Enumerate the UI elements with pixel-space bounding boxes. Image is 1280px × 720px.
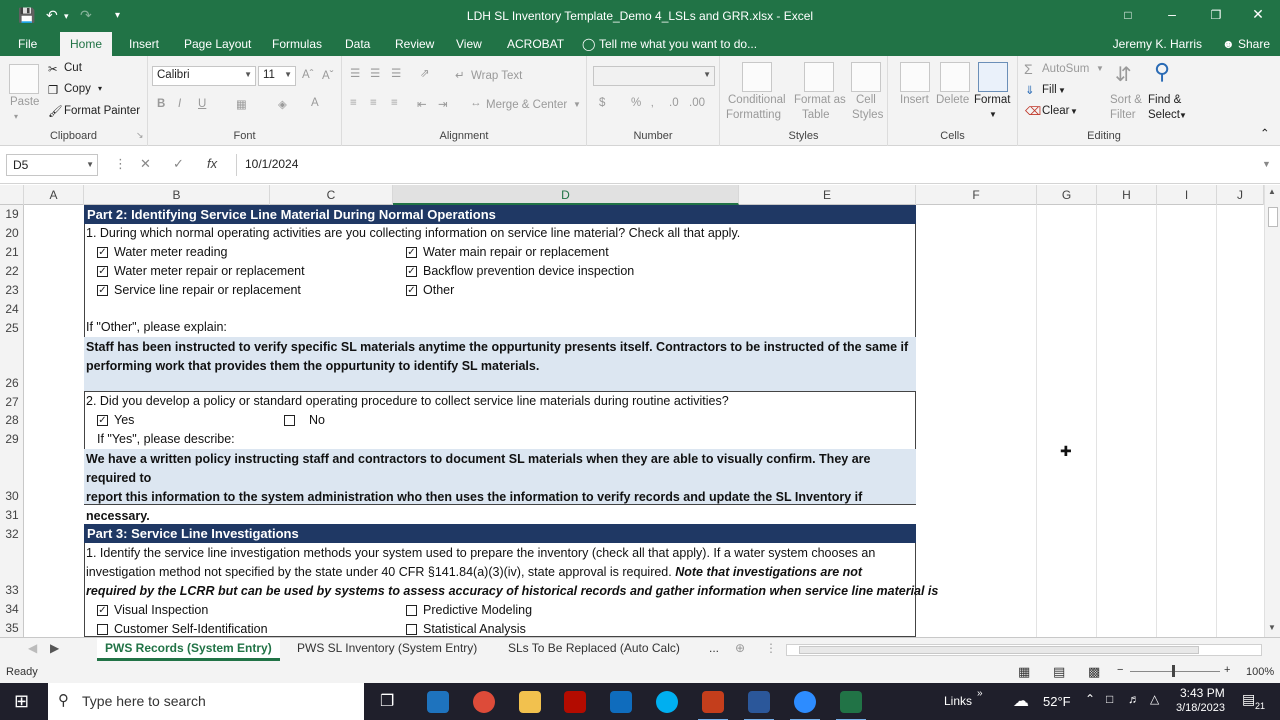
part3-header[interactable]: Part 3: Service Line Investigations bbox=[84, 524, 916, 543]
redo-icon: ↷ bbox=[80, 7, 92, 23]
clipboard-group bbox=[0, 56, 148, 146]
alignment-label: Alignment bbox=[439, 130, 489, 142]
cells-label: Cells bbox=[940, 130, 965, 142]
weather-temperature[interactable]: 52°F bbox=[1043, 694, 1071, 709]
row-header[interactable]: 28 bbox=[5, 413, 19, 427]
format-cells-icon bbox=[978, 62, 1008, 92]
links-toolbar[interactable]: Links bbox=[944, 694, 973, 708]
sigma-icon: Σ bbox=[1024, 61, 1033, 77]
row-headers bbox=[0, 205, 24, 637]
ribbon-tabs bbox=[0, 32, 1280, 56]
person-icon: ☻ bbox=[1221, 37, 1235, 51]
vertical-scrollbar[interactable] bbox=[1264, 185, 1280, 637]
option-label: Service line repair or replacement bbox=[114, 283, 301, 297]
add-sheet-icon[interactable]: ⊕ bbox=[735, 641, 746, 655]
chevron-down-icon: ▼ bbox=[86, 160, 94, 169]
normal-view-icon[interactable]: ▦ bbox=[1018, 664, 1031, 679]
format-as-table-button: Format as bbox=[794, 94, 846, 106]
windows-start-icon[interactable]: ⊞ bbox=[14, 691, 30, 711]
option-label: Other bbox=[423, 283, 455, 297]
fill-color-icon: ◈ bbox=[278, 99, 287, 111]
chevron-down-icon: ▼ bbox=[1070, 107, 1078, 116]
row-header[interactable]: 34 bbox=[5, 602, 19, 616]
acrobat-icon[interactable] bbox=[564, 691, 586, 713]
notifications-icon[interactable]: ▤ bbox=[1242, 691, 1256, 707]
italic-icon: I bbox=[178, 98, 182, 110]
word-icon[interactable] bbox=[748, 691, 770, 713]
clear-button[interactable]: Clear bbox=[1042, 105, 1070, 117]
align-top-icon: ☰ bbox=[350, 68, 361, 80]
file-explorer-icon[interactable] bbox=[519, 691, 541, 713]
tab-data[interactable]: Data bbox=[345, 37, 371, 51]
eraser-icon: ⌫ bbox=[1025, 106, 1042, 118]
chevron-down-icon: ▼ bbox=[284, 70, 292, 79]
links-expand-icon[interactable]: » bbox=[977, 688, 983, 699]
edge-icon[interactable] bbox=[427, 691, 449, 713]
excel-icon[interactable] bbox=[840, 691, 862, 713]
tab-home[interactable]: Home bbox=[60, 32, 112, 56]
decrease-font-icon: Aˇ bbox=[322, 70, 334, 82]
formula-input[interactable]: 10/1/2024 bbox=[236, 154, 1266, 176]
zoom-slider[interactable] bbox=[1130, 671, 1220, 672]
ribbon-display-options-icon[interactable]: □ bbox=[1124, 8, 1132, 22]
column-header-a[interactable]: A bbox=[24, 185, 84, 205]
editing-group bbox=[1018, 56, 1190, 146]
scroll-thumb[interactable] bbox=[1268, 207, 1278, 227]
sheet-tab-bar bbox=[0, 637, 1280, 661]
format-painter-button[interactable]: Format Painter bbox=[64, 105, 141, 117]
option-label: Backflow prevention device inspection bbox=[423, 264, 635, 278]
zoom-icon[interactable] bbox=[794, 691, 816, 713]
tell-me-search[interactable]: Tell me what you want to do... bbox=[599, 37, 758, 51]
row-header[interactable]: 21 bbox=[5, 245, 19, 259]
wifi-icon[interactable]: △ bbox=[1150, 692, 1160, 706]
wrap-text-button: Wrap Text bbox=[471, 70, 523, 82]
font-name-value: Calibri bbox=[157, 69, 190, 81]
policy-answer-line: We have a written policy instructing staff and contractors to document SL materials when they are able to visually confirm. They are required to bbox=[86, 452, 871, 485]
insert-function-icon[interactable]: fx bbox=[207, 156, 218, 171]
cancel-icon: ✕ bbox=[140, 156, 151, 171]
sort-filter-button: Sort & bbox=[1110, 94, 1142, 106]
network-icon[interactable]: □ bbox=[1106, 692, 1114, 706]
currency-icon: $ bbox=[599, 97, 606, 109]
ribbon bbox=[0, 56, 1280, 146]
question-3-line[interactable]: required by the LCRR but can be used by systems to assess accuracy of historical records and gather information when service line material is bbox=[86, 584, 939, 598]
zoom-in-icon[interactable]: + bbox=[1224, 664, 1231, 676]
next-sheet-icon[interactable]: ▶ bbox=[50, 641, 60, 655]
column-header-i[interactable]: I bbox=[1157, 185, 1217, 205]
paste-dropdown-icon: ▾ bbox=[14, 112, 19, 121]
font-color-icon: A bbox=[311, 97, 319, 109]
orientation-icon: ⇗ bbox=[420, 68, 430, 80]
share-button[interactable] bbox=[1222, 37, 1270, 51]
chevron-down-icon: ▼ bbox=[1058, 86, 1066, 95]
policy-description-cell[interactable] bbox=[84, 449, 916, 523]
hidden-icons-chevron-icon[interactable]: ⌃ bbox=[1085, 692, 1096, 706]
chevron-down-icon: ▼ bbox=[989, 110, 997, 119]
customize-qat-icon[interactable]: ▾ bbox=[115, 10, 121, 21]
checkbox-service-line-repair[interactable]: ✓ bbox=[98, 285, 107, 296]
checkbox-other[interactable]: ✓ bbox=[407, 285, 416, 296]
zoom-level[interactable]: 100% bbox=[1246, 666, 1275, 678]
gridline bbox=[1156, 205, 1157, 637]
skype-icon[interactable] bbox=[656, 691, 678, 713]
page-layout-view-icon[interactable]: ▤ bbox=[1053, 664, 1066, 679]
option-label: Predictive Modeling bbox=[423, 603, 533, 617]
gridline bbox=[1036, 205, 1037, 637]
zoom-slider-thumb[interactable] bbox=[1172, 665, 1175, 677]
paintbrush-icon: 🖌 bbox=[48, 106, 63, 118]
option-label: Statistical Analysis bbox=[423, 622, 526, 636]
tab-acrobat[interactable]: ACROBAT bbox=[507, 37, 565, 51]
font-size-value: 11 bbox=[263, 69, 275, 81]
increase-indent-icon: ⇥ bbox=[438, 99, 448, 111]
chevron-down-icon: ▼ bbox=[1096, 64, 1104, 73]
scroll-up-icon[interactable]: ▲ bbox=[1268, 187, 1276, 196]
checkbox-backflow-inspection[interactable]: ✓ bbox=[407, 266, 416, 277]
zoom-out-icon[interactable]: − bbox=[1117, 664, 1124, 676]
cut-button[interactable]: Cut bbox=[64, 62, 82, 74]
speaker-icon[interactable]: ♬ bbox=[1128, 692, 1140, 706]
more-sheets-button[interactable]: ... bbox=[709, 641, 720, 655]
underline-icon: U bbox=[198, 98, 207, 110]
number-group bbox=[587, 56, 720, 146]
find-select-button[interactable]: Find & bbox=[1148, 94, 1182, 106]
name-box[interactable] bbox=[6, 154, 98, 176]
tab-page-layout[interactable]: Page Layout bbox=[184, 37, 252, 51]
tab-review[interactable]: Review bbox=[395, 37, 435, 51]
find-select-label2[interactable]: Select bbox=[1148, 109, 1180, 121]
font-name-select[interactable] bbox=[152, 66, 256, 86]
title-bar bbox=[0, 0, 1280, 32]
cloud-icon: ☁ bbox=[1013, 693, 1029, 710]
status-bar bbox=[0, 661, 1280, 683]
conditional-formatting-icon bbox=[742, 62, 772, 92]
merge-icon: ↔ bbox=[470, 97, 482, 109]
percent-icon: % bbox=[631, 97, 642, 109]
column-headers bbox=[0, 185, 1264, 205]
row-header[interactable]: 30 bbox=[5, 489, 19, 503]
borders-icon: ▦ bbox=[236, 99, 247, 111]
other-answer-line: Staff has been instructed to verify specific SL materials anytime the oppurtunity presents itself. Contractors to be instructed of the same if bbox=[86, 340, 909, 354]
status-text: Ready bbox=[6, 666, 38, 678]
taskbar-search-box[interactable] bbox=[48, 683, 364, 720]
tab-insert[interactable]: Insert bbox=[129, 37, 160, 51]
fill-down-icon: ⇓ bbox=[1025, 85, 1035, 97]
lightbulb-icon: ◯ bbox=[582, 37, 596, 51]
option-label: Water meter repair or replacement bbox=[114, 264, 305, 278]
merge-center-button: Merge & Center bbox=[486, 99, 568, 111]
powerpoint-icon[interactable] bbox=[702, 691, 724, 713]
chevron-down-icon: ▼ bbox=[573, 100, 581, 109]
other-prompt: If "Other", please explain: bbox=[86, 320, 227, 334]
notifications-count: 21 bbox=[1255, 701, 1266, 711]
checkbox-water-meter-reading[interactable]: ✓ bbox=[98, 247, 107, 258]
sort-filter-label2: Filter bbox=[1110, 109, 1136, 121]
question-3-line[interactable]: 1. Identify the service line investigation methods your system used to prepare the inventory (check all that apply). If a water system chooses an bbox=[86, 546, 876, 560]
page-break-view-icon[interactable]: ▩ bbox=[1088, 664, 1101, 679]
row-header[interactable]: 29 bbox=[5, 432, 19, 446]
styles-group bbox=[720, 56, 888, 146]
column-header-j[interactable]: J bbox=[1217, 185, 1264, 205]
sheet-tab-pws-records[interactable]: PWS Records (System Entry) bbox=[97, 638, 280, 661]
row-header[interactable]: 32 bbox=[5, 527, 19, 541]
row-header[interactable]: 26 bbox=[5, 376, 19, 390]
dialog-launcher-icon[interactable]: ↘ bbox=[136, 130, 144, 140]
cell-cursor-icon: ✚ bbox=[1060, 443, 1072, 459]
user-name[interactable]: Jeremy K. Harris bbox=[1112, 37, 1202, 51]
checkbox-statistical-analysis[interactable] bbox=[406, 624, 417, 635]
wrap-text-icon: ↵ bbox=[455, 70, 465, 82]
splitter-icon[interactable]: ⋮ bbox=[765, 641, 777, 655]
align-bottom-icon: ☰ bbox=[391, 68, 402, 80]
number-format-select bbox=[593, 66, 715, 86]
column-header-b[interactable]: B bbox=[84, 185, 270, 205]
row-header[interactable]: 35 bbox=[5, 621, 19, 635]
save-icon[interactable]: 💾 bbox=[18, 7, 36, 23]
row-header[interactable]: 19 bbox=[5, 207, 19, 221]
alignment-group bbox=[342, 56, 587, 146]
cell-styles-icon bbox=[851, 62, 881, 92]
checkbox-water-main-repair[interactable]: ✓ bbox=[407, 247, 416, 258]
gridline bbox=[1216, 205, 1217, 637]
clock-time[interactable]: 3:43 PM bbox=[1180, 686, 1225, 700]
row-header[interactable]: 22 bbox=[5, 264, 19, 278]
row-header[interactable]: 31 bbox=[5, 508, 19, 522]
column-header-e[interactable]: E bbox=[739, 185, 916, 205]
checkbox-water-meter-repair[interactable]: ✓ bbox=[98, 266, 107, 277]
formula-bar bbox=[0, 146, 1280, 184]
decrease-decimal-icon: .00 bbox=[689, 97, 705, 109]
share-label: Share bbox=[1237, 37, 1270, 51]
question-3-note: Note that investigations are not bbox=[675, 565, 863, 579]
increase-decimal-icon: .0 bbox=[669, 97, 679, 109]
checkbox-yes[interactable]: ✓ bbox=[98, 415, 107, 426]
no-label: No bbox=[309, 413, 325, 427]
delete-cells-icon bbox=[940, 62, 970, 92]
align-middle-icon: ☰ bbox=[370, 68, 381, 80]
sheet-tab-pws-sl-inventory[interactable]: PWS SL Inventory (System Entry) bbox=[297, 641, 478, 655]
delete-cells-button: Delete bbox=[936, 94, 970, 106]
chrome-icon[interactable] bbox=[473, 691, 495, 713]
styles-label: Styles bbox=[788, 130, 819, 142]
checkbox-predictive-modeling[interactable] bbox=[406, 605, 417, 616]
option-label: Customer Self-Identification bbox=[114, 622, 268, 636]
column-header-h[interactable]: H bbox=[1097, 185, 1157, 205]
part2-header[interactable]: Part 2: Identifying Service Line Material During Normal Operations bbox=[84, 205, 916, 224]
tab-formulas[interactable]: Formulas bbox=[272, 37, 323, 51]
row-header[interactable]: 24 bbox=[5, 302, 19, 316]
copy-button[interactable]: Copy bbox=[64, 83, 91, 95]
name-box-value: D5 bbox=[13, 158, 29, 172]
worksheet-grid[interactable] bbox=[24, 205, 1264, 637]
row-header[interactable]: 20 bbox=[5, 226, 19, 240]
window-title: LDH SL Inventory Template_Demo 4_LSLs and GRR.xlsx - Excel bbox=[466, 9, 814, 23]
paste-icon bbox=[9, 64, 39, 94]
question-3-line[interactable] bbox=[86, 565, 862, 579]
font-label: Font bbox=[233, 130, 256, 142]
option-label: Visual Inspection bbox=[114, 603, 209, 617]
enter-icon: ✓ bbox=[173, 156, 184, 171]
minimize-button[interactable]: – bbox=[1168, 6, 1176, 22]
font-group bbox=[148, 56, 342, 146]
sort-filter-icon: ⇵ bbox=[1115, 64, 1132, 86]
other-answer-line: performing work that provides them the oppurtunity to identify SL materials. bbox=[86, 359, 540, 373]
undo-dropdown-icon[interactable]: ▾ bbox=[64, 11, 69, 21]
column-header-d[interactable]: D bbox=[393, 185, 739, 205]
scroll-down-icon[interactable]: ▼ bbox=[1268, 623, 1276, 632]
align-right-icon: ≡ bbox=[391, 97, 398, 109]
checkbox-customer-self-id[interactable] bbox=[97, 624, 108, 635]
question-1-text[interactable]: 1. During which normal operating activities are you collecting information on service line material? Check all that apply. bbox=[86, 226, 741, 240]
magnifier-icon: ⚲ bbox=[1154, 59, 1171, 84]
cell-styles-button: Cell bbox=[856, 94, 876, 106]
fill-button[interactable]: Fill bbox=[1042, 84, 1057, 96]
tab-view[interactable]: View bbox=[456, 37, 482, 51]
editing-label: Editing bbox=[1087, 130, 1121, 142]
number-label: Number bbox=[633, 130, 673, 142]
close-button[interactable]: ✕ bbox=[1252, 6, 1264, 22]
sheet-tab-sls-to-be-replaced[interactable]: SLs To Be Replaced (Auto Calc) bbox=[508, 641, 680, 655]
chevron-down-icon: ▼ bbox=[1179, 111, 1187, 120]
scissors-icon: ✂ bbox=[48, 64, 58, 76]
comma-icon: ‚ bbox=[651, 97, 654, 109]
checkbox-no[interactable] bbox=[284, 415, 295, 426]
undo-icon[interactable]: ↶ bbox=[46, 7, 58, 23]
search-placeholder: Type here to search bbox=[82, 693, 206, 709]
row-header[interactable]: 27 bbox=[5, 395, 19, 409]
option-label: Water main repair or replacement bbox=[423, 245, 609, 259]
column-header-c[interactable]: C bbox=[270, 185, 393, 205]
policy-answer-line: report this information to the system administration who then uses the information to verify records and update the SL Inventory if necessary. bbox=[86, 490, 863, 523]
format-cells-button[interactable]: Format bbox=[974, 94, 1011, 106]
drag-handle-icon[interactable]: ⋮ bbox=[114, 156, 127, 171]
task-view-icon[interactable]: ❐ bbox=[380, 693, 395, 710]
cell-styles-label2: Styles bbox=[852, 109, 884, 121]
chevron-down-icon: ▼ bbox=[703, 70, 711, 79]
search-icon: ⚲ bbox=[58, 692, 69, 709]
clipboard-label: Clipboard bbox=[49, 130, 98, 142]
row-header[interactable]: 33 bbox=[5, 583, 19, 597]
autosum-button: AutoSum bbox=[1042, 63, 1090, 75]
bold-icon: B bbox=[157, 98, 166, 110]
insert-cells-button: Insert bbox=[900, 94, 929, 106]
insert-cells-icon bbox=[900, 62, 930, 92]
windows-taskbar bbox=[0, 683, 1280, 720]
increase-font-icon: Aˆ bbox=[302, 69, 314, 81]
conditional-formatting-label2: Formatting bbox=[726, 109, 781, 121]
yes-prompt: If "Yes", please describe: bbox=[97, 432, 235, 446]
checkbox-visual-inspection[interactable]: ✓ bbox=[98, 605, 107, 616]
gridline bbox=[1096, 205, 1097, 637]
expand-formula-bar-icon[interactable]: ▼ bbox=[1262, 159, 1271, 169]
prev-sheet-icon[interactable]: ◀ bbox=[28, 641, 38, 655]
question-3-text: investigation method not specified by the state under 40 CFR §141.84(a)(3)(iv), state approval is required. bbox=[86, 565, 672, 579]
paste-button: Paste bbox=[10, 96, 40, 108]
column-header-g[interactable]: G bbox=[1037, 185, 1097, 205]
row-header[interactable]: 23 bbox=[5, 283, 19, 297]
copy-icon: ❐ bbox=[48, 85, 59, 97]
select-all-corner[interactable] bbox=[0, 185, 24, 205]
option-label: Water meter reading bbox=[114, 245, 228, 259]
horizontal-scrollbar[interactable] bbox=[786, 644, 1262, 656]
copy-dropdown-icon[interactable]: ▾ bbox=[98, 84, 103, 93]
tab-file[interactable]: File bbox=[18, 37, 38, 51]
clock-date[interactable]: 3/18/2023 bbox=[1176, 702, 1225, 714]
question-2-text[interactable]: 2. Did you develop a policy or standard operating procedure to collect service line materials during routine activities? bbox=[86, 394, 729, 408]
scroll-thumb[interactable] bbox=[799, 646, 1199, 654]
collapse-ribbon-icon[interactable]: ⌃ bbox=[1260, 128, 1270, 140]
yes-label: Yes bbox=[114, 413, 135, 427]
column-header-f[interactable]: F bbox=[916, 185, 1037, 205]
align-left-icon: ≡ bbox=[350, 97, 357, 109]
align-center-icon: ≡ bbox=[370, 97, 377, 109]
format-as-table-icon bbox=[804, 62, 834, 92]
decrease-indent-icon: ⇤ bbox=[417, 99, 427, 111]
restore-button[interactable]: ❐ bbox=[1210, 8, 1222, 22]
font-size-select[interactable] bbox=[258, 66, 296, 86]
outlook-icon[interactable] bbox=[610, 691, 632, 713]
row-header[interactable]: 25 bbox=[5, 321, 19, 335]
other-explanation-cell[interactable] bbox=[84, 337, 916, 391]
format-as-table-label2: Table bbox=[802, 109, 830, 121]
cells-group bbox=[888, 56, 1018, 146]
conditional-formatting-button: Conditional bbox=[728, 94, 786, 106]
chevron-down-icon: ▼ bbox=[244, 70, 252, 79]
